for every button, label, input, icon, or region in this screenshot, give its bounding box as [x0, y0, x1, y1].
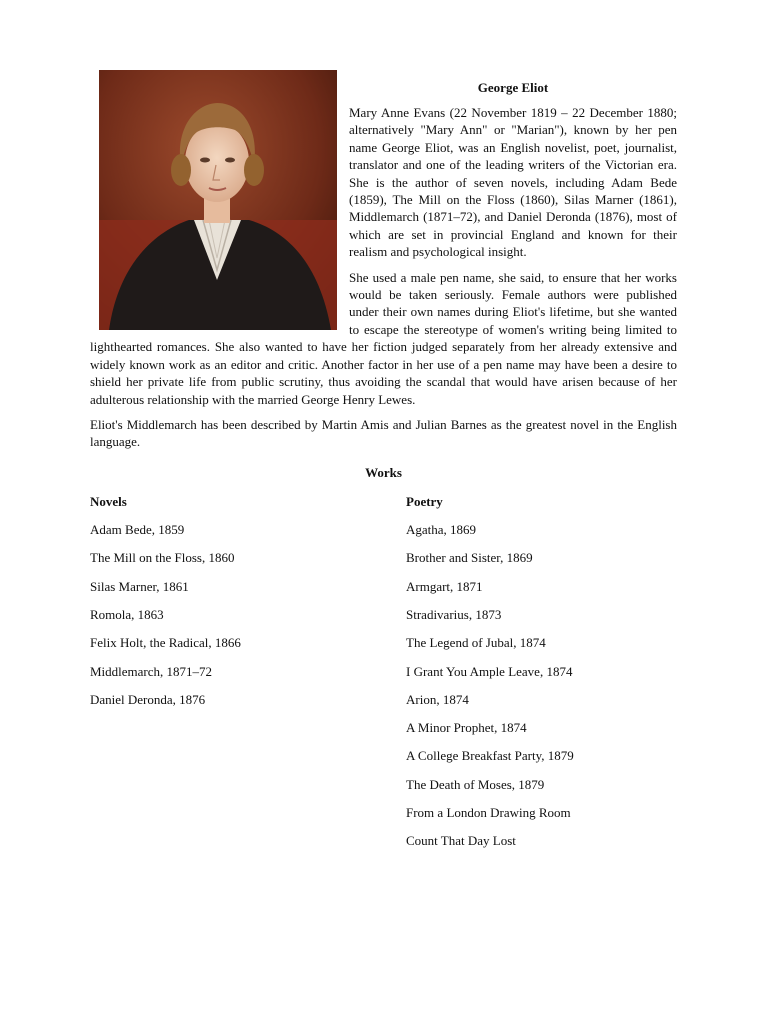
novel-item: Silas Marner, 1861 [90, 578, 189, 594]
poem-item: Arion, 1874 [406, 691, 469, 707]
works-heading: Works [365, 464, 402, 480]
article-title: George Eliot [477, 80, 549, 95]
poetry-heading: Poetry [406, 493, 443, 509]
poetry-column [406, 493, 677, 861]
middlemarch-paragraph: Eliot's Middlemarch has been described by Martin Amis and Julian Barnes as the greatest novel in the English language. [90, 416, 677, 450]
poem-item: The Legend of Jubal, 1874 [406, 635, 546, 651]
novel-item: Felix Holt, the Radical, 1866 [90, 635, 241, 651]
document-page [90, 70, 677, 861]
poem-item: Agatha, 1869 [406, 522, 477, 538]
poem-item: Count That Day Lost [406, 833, 516, 849]
poem-item: From a London Drawing Room [406, 804, 571, 820]
novel-item: The Mill on the Floss, 1860 [90, 550, 235, 566]
poem-item: Brother and Sister, 1869 [406, 550, 533, 566]
poem-item: A Minor Prophet, 1874 [406, 720, 527, 736]
poem-item: The Death of Moses, 1879 [406, 776, 545, 792]
novel-item: Adam Bede, 1859 [90, 522, 185, 538]
novel-item: Middlemarch, 1871–72 [90, 663, 213, 679]
poem-item: Stradivarius, 1873 [406, 606, 502, 622]
novel-item: Daniel Deronda, 1876 [90, 691, 206, 707]
pen-name-paragraph: She used a male pen name, she said, to ensure that her works would be taken seriously. Female authors were published under their own names during Eliot's lifetime, but she wanted to escape the stereotype of women's writing being limited to lighthearted romances. She also wanted to have her fiction judged separately from her already extensive and widely known work as an editor and critic. Another factor in her use of a pen name may have been a desire to shield her private life from public scrutiny, thus avoiding the scandal that would have arisen because of her adulterous relationship with the married George Henry Lewes. [90, 269, 677, 407]
intro-paragraph: Mary Anne Evans (22 November 1819 – 22 December 1880; alternatively "Mary Ann" or "Marian"), known by her pen name George Eliot, was an English novelist, poet, journalist, translator and one of the leading writers of the Victorian era. She is the author of seven novels, including Adam Bede (1859), The Mill on the Floss (1860), Silas Marner (1861), Middlemarch (1871–72), and Daniel Deronda (1876), most of which are set in provincial England and known for their realism and psychological insight. [349, 105, 677, 260]
novels-heading: Novels [90, 493, 127, 509]
poem-item: Armgart, 1871 [406, 578, 483, 594]
portrait-painting [99, 70, 337, 330]
novel-item: Romola, 1863 [90, 606, 164, 622]
works-columns [90, 493, 677, 861]
poem-item: I Grant You Ample Leave, 1874 [406, 663, 573, 679]
poem-item: A College Breakfast Party, 1879 [406, 748, 574, 764]
novels-column [90, 493, 406, 861]
portrait-image [99, 70, 337, 330]
